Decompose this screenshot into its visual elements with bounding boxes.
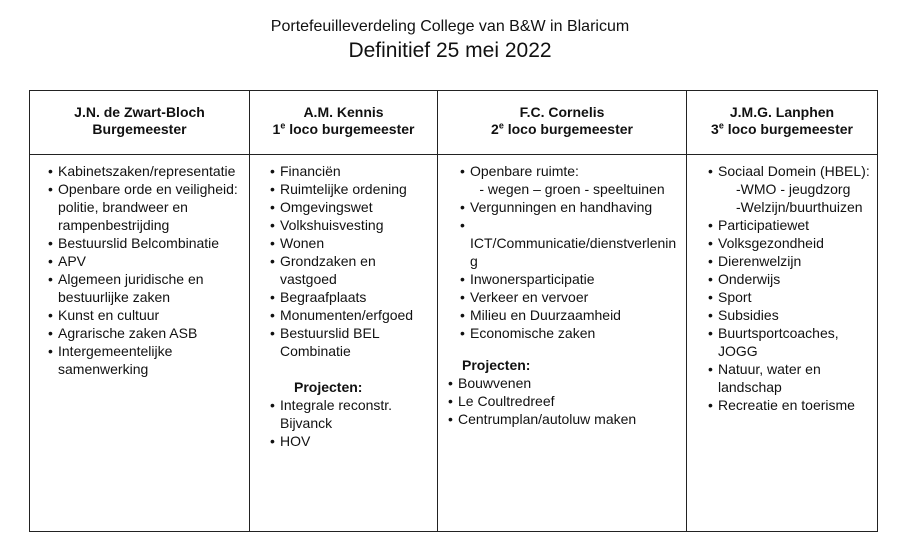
list-item: • Intergemeentelijke samenwerking <box>30 342 249 378</box>
list-item: • Natuur, water en landschap <box>687 360 877 396</box>
official-name: J.M.G. Lanphen <box>729 104 835 120</box>
projects-heading: Projecten: <box>294 379 363 395</box>
list-item: • Dierenwelzijn <box>687 252 877 270</box>
portfolio-cell-burgemeester <box>30 155 250 532</box>
list-item: • Economische zaken <box>438 324 686 342</box>
list-item: • Wonen <box>250 234 437 252</box>
body-row <box>30 155 878 532</box>
projects-heading: Projecten: <box>462 357 531 373</box>
projects-list <box>250 396 437 450</box>
official-name: F.C. Cornelis <box>519 104 605 120</box>
list-item: • Financiën <box>250 162 437 180</box>
role-number: 2 <box>491 121 499 137</box>
list-item: • Omgevingswet <box>250 198 437 216</box>
list-item: • Begraafplaats <box>250 288 437 306</box>
role-text: loco burgemeester <box>285 121 415 137</box>
role-text: loco burgemeester <box>723 121 853 137</box>
portfolio-cell-loco-3 <box>687 155 878 532</box>
portfolio-list <box>30 162 249 378</box>
column-header-loco-1 <box>250 91 438 155</box>
list-item: • Integrale reconstr. Bijvanck <box>250 396 437 432</box>
list-item <box>438 216 686 270</box>
list-item-label: ICT/Communicatie/dienstverlening <box>470 235 677 269</box>
role-superscript: e <box>718 120 724 131</box>
role-superscript: e <box>498 120 504 131</box>
list-item: • Buurtsportcoaches, JOGG <box>687 324 877 360</box>
official-name: A.M. Kennis <box>303 104 384 120</box>
list-item: • Verkeer en vervoer <box>438 288 686 306</box>
role-number: 3 <box>711 121 719 137</box>
list-item: • HOV <box>250 432 437 450</box>
list-item: • Algemeen juridische en bestuurlijke zaken <box>30 270 249 306</box>
list-item: • Centrumplan/autoluw maken <box>426 410 686 428</box>
list-item: • Subsidies <box>687 306 877 324</box>
portfolio-table <box>29 90 878 532</box>
list-item: • Vergunningen en handhaving <box>438 198 686 216</box>
role-text: loco burgemeester <box>503 121 633 137</box>
list-item: • Kunst en cultuur <box>30 306 249 324</box>
projects-list <box>426 374 686 428</box>
list-item: • Bestuurslid BEL Combinatie <box>250 324 437 360</box>
list-item: • Le Coultredreef <box>426 392 686 410</box>
list-item-label: Openbare ruimte: <box>470 163 579 179</box>
list-item: • Bouwvenen <box>426 374 686 392</box>
portfolio-cell-loco-2 <box>438 155 687 532</box>
list-item: • Recreatie en toerisme <box>687 396 877 414</box>
list-subitem: -WMO - jeugdzorg <box>736 181 851 197</box>
portfolio-list <box>250 162 437 360</box>
list-subitem: - wegen – groen - speeltuinen <box>479 181 665 197</box>
document-subtitle: Portefeuilleverdeling College van B&W in Blaricum <box>270 18 630 35</box>
official-role <box>250 121 437 138</box>
list-item <box>687 162 877 216</box>
list-item: • Volkshuisvesting <box>250 216 437 234</box>
column-header-loco-3 <box>687 91 878 155</box>
official-name: J.N. de Zwart-Bloch <box>74 104 205 120</box>
list-subitem: -Welzijn/buurthuizen <box>736 199 863 215</box>
list-item-label: Sociaal Domein (HBEL): <box>718 163 870 179</box>
official-role <box>438 121 686 138</box>
list-item <box>438 162 686 198</box>
role-number: 1 <box>272 121 281 137</box>
portfolio-list <box>687 162 877 414</box>
list-item: • Agrarische zaken ASB <box>30 324 249 342</box>
list-item: • Milieu en Duurzaamheid <box>438 306 686 324</box>
list-item: • Participatiewet <box>687 216 877 234</box>
header-row <box>30 91 878 155</box>
portfolio-list <box>438 162 686 342</box>
column-header-burgemeester <box>30 91 250 155</box>
list-item: • Openbare orde en veiligheid: politie, brandweer en rampenbestrijding <box>30 180 249 234</box>
list-item: • APV <box>30 252 249 270</box>
list-item: • Ruimtelijke ordening <box>250 180 437 198</box>
portfolio-cell-loco-1 <box>250 155 438 532</box>
document-title: Definitief 25 mei 2022 <box>348 39 552 62</box>
list-item: • Bestuurslid Belcombinatie <box>30 234 249 252</box>
list-item: • Volksgezondheid <box>687 234 877 252</box>
list-item: • Onderwijs <box>687 270 877 288</box>
role-superscript: e <box>280 120 286 131</box>
official-role <box>687 121 877 138</box>
list-item: • Monumenten/erfgoed <box>250 306 437 324</box>
official-role: Burgemeester <box>92 121 187 137</box>
list-item: • Sport <box>687 288 877 306</box>
document-header <box>0 16 900 64</box>
list-item: • Grondzaken en vastgoed <box>250 252 437 288</box>
column-header-loco-2 <box>438 91 687 155</box>
list-item: • Kabinetszaken/representatie <box>30 162 249 180</box>
list-item: • Inwonersparticipatie <box>438 270 686 288</box>
